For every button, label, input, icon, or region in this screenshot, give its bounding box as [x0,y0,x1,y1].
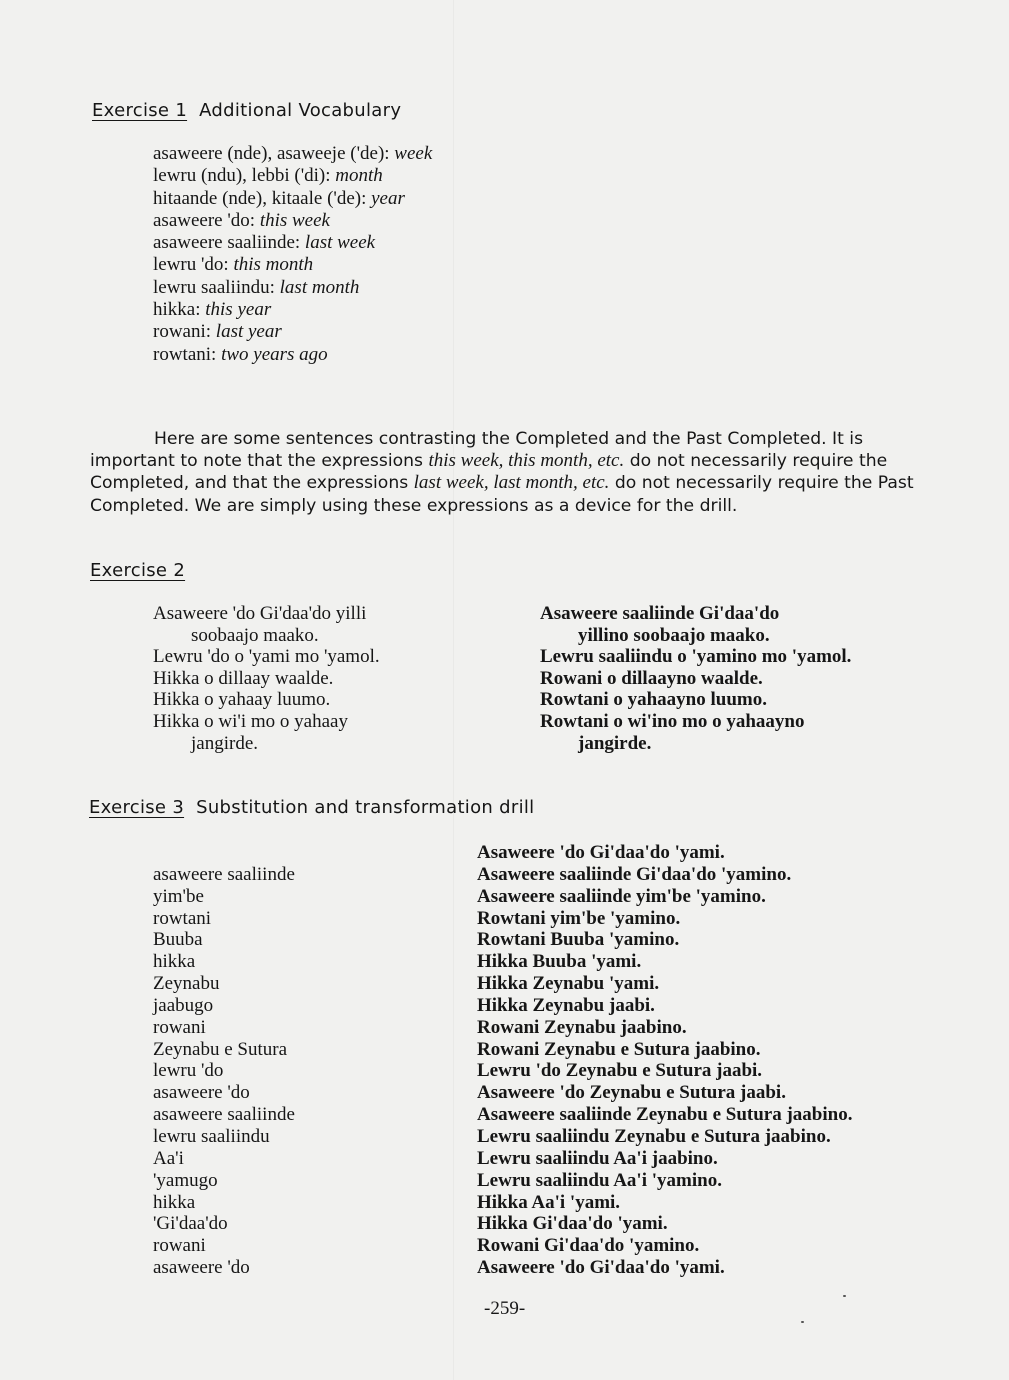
vocab-fula: lewru saaliindu: [153,276,275,298]
exercise2-line: soobaajo maako. [191,624,319,646]
exercise2-right-column [540,603,851,754]
vocab-row [153,232,432,254]
drill-cue: asaweere 'do [153,1082,250,1104]
exercise2-line: Lewru 'do o 'yami mo 'yamol. [153,646,380,668]
vocab-english: year [371,187,405,209]
exercise3-label: Exercise 3 [89,797,185,818]
exercise2-heading [90,560,185,581]
drill-response: Lewru saaliindu Aa'i 'yamino. [477,1169,722,1191]
drill-cue: asaweere saaliinde [153,863,295,885]
drill-response: Asaweere saaliinde Gi'daa'do 'yamino. [477,863,792,885]
drill-response: Rowani Gi'daa'do 'yamino. [477,1235,700,1257]
exercise3-responses [477,842,852,1279]
exercise2-line: Hikka o dillaay waalde. [153,667,334,689]
vocab-fula: asaweere 'do: [153,209,256,231]
drill-response: Lewru saaliindu Zeynabu e Sutura jaabino. [477,1125,831,1147]
drill-cue: asaweere saaliinde [153,1104,295,1126]
vocab-row [153,344,432,366]
exercise2-label: Exercise 2 [90,560,186,581]
fold-line [453,0,454,1380]
vocab-english: this month [233,254,314,276]
exercise2-line: Rowani o dillaayno waalde. [540,667,763,689]
drill-response: Rowani Zeynabu jaabino. [477,1016,687,1038]
drill-cue: hikka [153,1191,196,1213]
vocab-english: two years ago [221,343,328,365]
drill-response: Hikka Aa'i 'yami. [477,1191,621,1213]
drill-response: Asaweere 'do Zeynabu e Sutura jaabi. [477,1082,786,1104]
vocab-row [153,321,432,343]
drill-response: Hikka Zeynabu jaabi. [477,994,655,1016]
vocab-english: week [394,143,433,164]
drill-cue: rowtani [153,907,212,929]
vocab-fula: hitaande (nde), kitaale ('de): [153,187,367,209]
exercise2-line: Asaweere saaliinde Gi'daa'do [540,603,780,624]
exercise2-line: Hikka o wi'i mo o yahaay [153,710,348,732]
drill-response: Asaweere saaliinde Zeynabu e Sutura jaabino. [477,1104,853,1126]
exercise2-line: jangirde. [191,732,259,754]
vocab-fula: rowani: [153,321,212,343]
paragraph-italic: last week, last month, etc. [413,472,610,494]
vocab-fula: asaweere (nde), asaweeje ('de): [153,143,390,164]
vocab-row [153,299,432,321]
vocab-english: last week [304,232,376,254]
paragraph-text: do not necessarily require the Past Completed. We are simply using these expressions as a device for the drill. [90,473,914,516]
drill-cue: lewru saaliindu [153,1125,270,1147]
vocab-row [153,165,432,187]
page-number: -259- [484,1298,526,1319]
drill-cue: asaweere 'do [153,1257,250,1279]
exercise3-cues [153,842,295,1279]
drill-cue: lewru 'do [153,1060,224,1082]
vocab-english: this week [259,209,330,231]
vocab-row [153,143,432,165]
vocab-row [153,210,432,232]
exercise3-heading [89,797,534,818]
drill-cue: Buuba [153,929,203,951]
exercise2-left-column [153,603,380,754]
vocab-fula: lewru 'do: [153,254,229,276]
vocab-fula: hikka: [153,299,201,321]
drill-cue: rowani [153,1016,206,1038]
drill-cue [153,842,295,864]
drill-cue: yim'be [153,885,204,907]
drill-response: Hikka Buuba 'yami. [477,951,642,973]
exercise3-title: Substitution and transformation drill [196,797,535,818]
drill-cue: Zeynabu [153,973,220,995]
vocab-fula: lewru (ndu), lebbi ('di): [153,165,331,187]
drill-response: Hikka Zeynabu 'yami. [477,973,660,995]
vocab-row [153,254,432,276]
exercise2-line: Rowtani o yahaayno luumo. [540,689,767,711]
exercise2-line: Rowtani o wi'ino mo o yahaayno [540,710,805,732]
exercise2-line: jangirde. [578,732,652,754]
drill-response: Asaweere saaliinde yim'be 'yamino. [477,885,766,907]
drill-cue: hikka [153,951,196,973]
drill-response: Asaweere 'do Gi'daa'do 'yami. [477,842,725,863]
drill-cue: 'Gi'daa'do [153,1213,228,1235]
exercise1-label: Exercise 1 [92,100,188,121]
exercise2-line: yillino soobaajo maako. [578,624,770,646]
drill-cue: Aa'i [153,1147,184,1169]
vocab-fula: asaweere saaliinde: [153,232,301,254]
exercise1-heading [92,100,401,121]
paragraph-italic: this week, this month, etc. [428,450,625,472]
drill-response: Hikka Gi'daa'do 'yami. [477,1213,668,1235]
vocab-english: last year [215,321,282,343]
scan-speck [801,1321,804,1323]
paragraph-text: do not necessarily require the Completed, and that the expressions [90,451,888,494]
drill-response: Rowani Zeynabu e Sutura jaabino. [477,1038,761,1060]
paragraph-text: Here are some sentences contrasting the Completed and the Past Completed. It is important to note that the expressions [90,429,864,472]
drill-cue: jaabugo [153,994,214,1016]
vocab-english: last month [279,276,360,298]
drill-response: Lewru 'do Zeynabu e Sutura jaabi. [477,1060,763,1082]
drill-response: Rowtani Buuba 'yamino. [477,929,680,951]
scan-speck [843,1295,846,1297]
drill-cue: Zeynabu e Sutura [153,1038,288,1060]
exercise1-title: Additional Vocabulary [199,100,402,121]
vocabulary-list [153,143,432,366]
vocab-fula: rowtani: [153,343,217,365]
vocab-english: month [335,165,383,187]
explanation-paragraph [90,428,940,517]
exercise2-line: Lewru saaliindu o 'yamino mo 'yamol. [540,646,852,668]
drill-response: Rowtani yim'be 'yamino. [477,907,681,929]
drill-cue: 'yamugo [153,1169,218,1191]
vocab-row [153,188,432,210]
exercise2-line: Asaweere 'do Gi'daa'do yilli [153,603,367,624]
drill-response: Lewru saaliindu Aa'i jaabino. [477,1147,718,1169]
exercise2-line: Hikka o yahaay luumo. [153,689,331,711]
vocab-row [153,277,432,299]
vocab-english: this year [205,299,272,321]
drill-response: Asaweere 'do Gi'daa'do 'yami. [477,1257,725,1279]
drill-cue: rowani [153,1235,206,1257]
